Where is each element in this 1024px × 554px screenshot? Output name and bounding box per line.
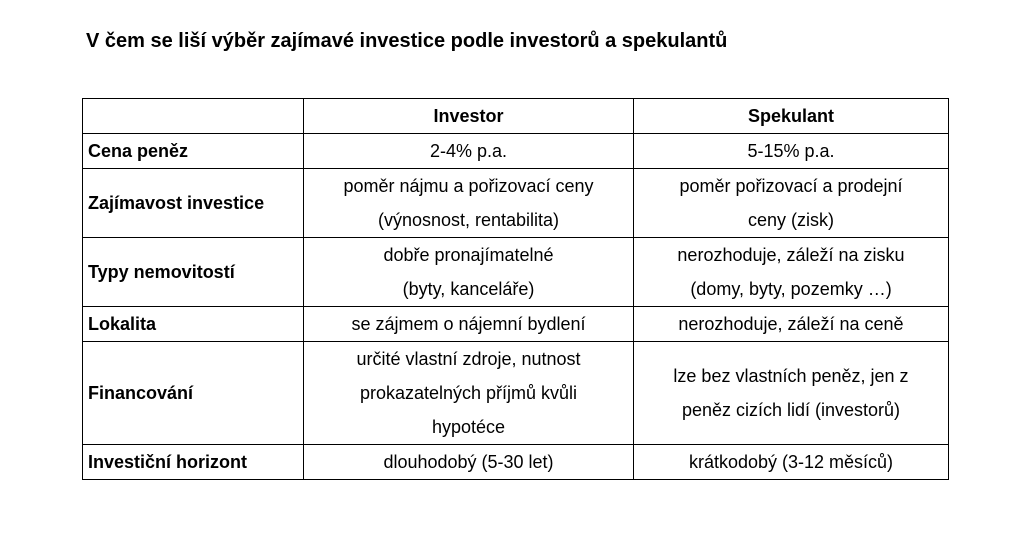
cell-line: hypotéce xyxy=(431,417,506,437)
comparison-table xyxy=(82,98,949,480)
speculant-cell xyxy=(634,238,949,307)
investor-cell xyxy=(304,445,634,480)
cell-line: dlouhodobý (5-30 let) xyxy=(383,452,554,472)
table-row xyxy=(83,238,949,307)
cell-line: nerozhoduje, záleží na ceně xyxy=(678,314,904,334)
cell-line: se zájmem o nájemní bydlení xyxy=(351,314,586,334)
cell-line: 2-4% p.a. xyxy=(429,141,508,161)
row-label-location: Lokalita xyxy=(83,307,304,342)
investor-cell xyxy=(304,238,634,307)
speculant-cell xyxy=(634,134,949,169)
cell-line: lze bez vlastních peněz, jen z xyxy=(673,366,909,386)
cell-line: peněz cizích lidí (investorů) xyxy=(681,400,901,420)
cell-line: prokazatelných příjmů kvůli xyxy=(359,383,578,403)
cell-line: nerozhoduje, záleží na zisku xyxy=(677,245,905,265)
table-row xyxy=(83,169,949,238)
header-speculant: Spekulant xyxy=(634,99,949,134)
table-row xyxy=(83,307,949,342)
cell-line: (domy, byty, pozemky …) xyxy=(690,279,892,299)
investor-cell xyxy=(304,169,634,238)
speculant-cell xyxy=(634,169,949,238)
cell-line: dobře pronajímatelné xyxy=(383,245,554,265)
investor-cell xyxy=(304,134,634,169)
table-row xyxy=(83,342,949,445)
cell-line: krátkodobý (3-12 měsíců) xyxy=(688,452,894,472)
row-label-investment-attractiveness: Zajímavost investice xyxy=(83,169,304,238)
speculant-cell xyxy=(634,445,949,480)
cell-line: (výnosnost, rentabilita) xyxy=(377,210,560,230)
row-label-price-of-money: Cena peněz xyxy=(83,134,304,169)
speculant-cell xyxy=(634,307,949,342)
table-row xyxy=(83,445,949,480)
cell-line: (byty, kanceláře) xyxy=(402,279,535,299)
cell-line: poměr nájmu a pořizovací ceny xyxy=(343,176,594,196)
page-title: V čem se liší výběr zajímavé investice podle investorů a spekulantů xyxy=(86,30,728,52)
cell-line: 5-15% p.a. xyxy=(747,141,835,161)
row-label-financing: Financování xyxy=(83,342,304,445)
cell-line: určité vlastní zdroje, nutnost xyxy=(356,349,581,369)
investor-cell xyxy=(304,342,634,445)
row-label-investment-horizon: Investiční horizont xyxy=(83,445,304,480)
cell-line: ceny (zisk) xyxy=(747,210,834,230)
header-empty xyxy=(83,99,304,134)
table-row xyxy=(83,134,949,169)
cell-line: poměr pořizovací a prodejní xyxy=(679,176,903,196)
table-header-row xyxy=(83,99,949,134)
row-label-property-types: Typy nemovitostí xyxy=(83,238,304,307)
speculant-cell xyxy=(634,342,949,445)
header-investor: Investor xyxy=(304,99,634,134)
investor-cell xyxy=(304,307,634,342)
